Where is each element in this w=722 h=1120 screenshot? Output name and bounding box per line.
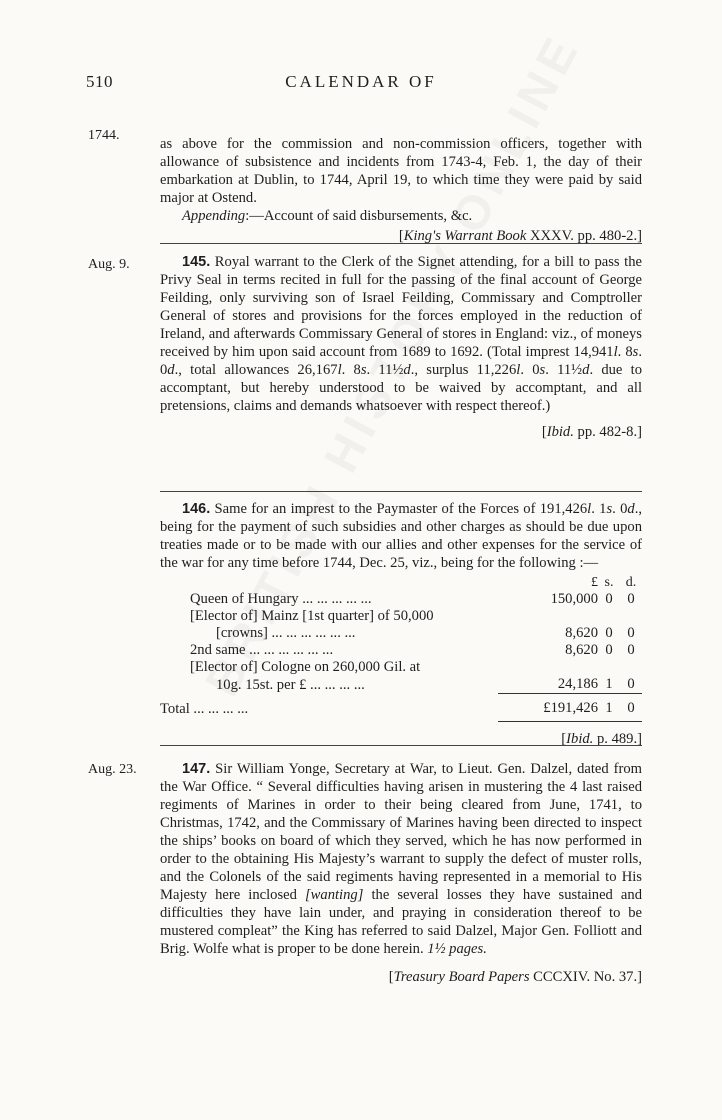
source-citation: [Ibid. p. 489.] [561,731,642,747]
account-s [598,608,620,625]
text-run: ., surplus 11,226 [410,362,517,378]
account-amount: 8,620 [565,642,598,658]
unit-d: d [167,362,175,378]
col-d: d. [625,575,637,590]
unit-s: s [606,501,613,517]
account-label: Queen of Hungary ... ... ... ... ... [190,591,372,607]
account-d [620,608,642,625]
text-run: Sir William Yonge, Secretary at War, to Lieut. Gen. Dalzel, dated from the War Office. “ Several difficulties having arisen in mustering the 4 last raised regiments of Marines in order to their being cleared from June, 1741, to Christmas, 1742, and the Commissary of Marines having been directed to inspect the ships’ books on board of which they served, which he has now performed in order to the obtaining His Majesty’s warrant to supply the defect of muster rolls, and the Colonels of the said regiments having represented in a memorial to His Majesty here inclosed [160,761,642,903]
source-citation: [Treasury Board Papers CCCXIV. No. 37.] [388,969,642,985]
account-d [620,659,642,676]
account-table [160,574,642,722]
source-rest: CCCXIV. No. 37. [529,969,638,985]
text-run: . 0 [160,344,643,378]
entry-continuation [160,135,642,245]
account-s [598,659,620,676]
account-s: 1 [605,676,613,692]
total-label: Total ... ... ... ... [160,700,249,717]
unit-d: d [582,362,590,378]
entry-147 [160,760,642,986]
account-row [160,608,642,625]
entry-145-text [160,253,642,415]
divider-rule [160,243,642,244]
text-run: . 11½ [545,362,583,378]
total-amount: £191,426 [498,694,598,722]
unit-l: l [613,344,618,360]
account-label: 2nd same ... ... ... ... ... ... [190,642,334,658]
account-row [160,625,642,642]
source-title: Ibid. [566,731,594,747]
unit-s: s [632,344,639,360]
text-run: . 0 [520,362,540,378]
text-run: . 1 [591,501,607,517]
entry-number: 146. [182,501,211,517]
total-s: 1 [598,694,620,722]
page-header [0,72,722,102]
appending-label: Appending [182,208,246,224]
account-s: 0 [605,591,613,607]
account-row [160,642,642,659]
account-d: 0 [627,676,635,692]
col-pound: £ [591,575,598,590]
account-row [160,676,642,694]
source-title: King's Warrant Book [403,228,527,244]
source-citation: [Ibid. pp. 482-8.] [541,424,642,440]
account-header-blank [160,574,498,591]
account-label: [Elector of] Mainz [1st quarter] of 50,000 [190,608,434,624]
entry-146 [160,500,642,748]
divider-rule [160,745,642,746]
text-run: Same for an imprest to the Paymaster of the Forces of 191,426 [210,501,588,517]
source-rest: p. 489. [593,731,638,747]
entry-145 [160,253,642,441]
account-label: 10g. 15st. per £ ... ... ... ... [216,676,365,693]
account-s: 0 [605,642,613,658]
account-amount: 8,620 [565,625,598,641]
text-run: . due to accomptant, but hereby understood to be waived by accomptant, and all pretensions, claims and demands whatsoever with respect thereof.) [160,362,643,414]
pages-note: 1½ pages. [427,941,487,957]
text-run: Royal warrant to the Clerk of the Signet attending, for a bill to pass the Privy Seal in terms recited in full for the passing of the final account of George Feilding, only surviving son of Israel Feilding, Commissary and Comptroller General of stores and provisions for the forces employed in the reduction of Ireland, and afterwards Commissary General of stores in England: viz., of moneys received by him upon said account from 1689 to 1692. (Total imprest 14,941 [160,254,642,360]
running-title: CALENDAR OF [285,72,437,91]
unit-d: d [627,501,635,517]
margin-date-1744: 1744. [88,128,120,143]
account-d: 0 [627,625,635,641]
entry-147-text [160,760,642,958]
col-s: s. [604,575,614,590]
account-label: [Elector of] Cologne on 260,000 Gil. at [190,659,421,675]
unit-s: s [360,362,367,378]
account-total-row [160,694,642,722]
unit-d: d [403,362,411,378]
source-title: Ibid. [546,424,574,440]
account-amount: 150,000 [550,591,598,607]
wanting-note: [wanting] [305,887,364,903]
unit-l: l [516,362,521,378]
account-d: 0 [627,591,635,607]
source-title: Treasury Board Papers [393,969,530,985]
account-amount: 24,186 [557,676,598,692]
divider-rule [160,491,642,492]
source-rest: pp. 482-8. [573,424,638,440]
text-run: . 8 [341,362,361,378]
entry-text: as above for the commission and non-commission officers, together with allowance of subsistence and incidents from 1743-4, Feb. 1, the day of their embarkation at Dublin, to 1744, April 19, to which time they were paid by said major at Ostend. [160,136,642,206]
text-run: ., total allowances 26,167 [174,362,338,378]
account-label: [crowns] ... ... ... ... ... ... [216,625,356,641]
margin-date-aug-9: Aug. 9. [88,257,130,272]
entry-146-text [160,500,642,572]
unit-s: s [539,362,546,378]
account-s: 0 [605,625,613,641]
account-d: 0 [627,642,635,658]
appending-text: :—Account of said disbursements, &c. [245,208,473,224]
text-run: . 8 [617,344,633,360]
page-number: 510 [86,72,113,91]
entry-number: 147. [182,761,211,777]
margin-date-aug-23: Aug. 23. [88,762,137,777]
unit-l: l [587,501,592,517]
text-run: the several losses they have sustained and difficulties they have lain under, and praying in consideration thereof to be mustered compleat” the King has referred to said Dalzel, Major Gen. Folliott and Brig. Wolfe what is proper to be done herein. [160,887,642,957]
appending-line [160,207,642,225]
account-row [160,659,642,676]
entry-number: 145. [182,254,211,270]
unit-l: l [337,362,342,378]
account-amount [498,608,598,625]
source-citation: [King's Warrant Book XXXV. pp. 480-2.] [398,228,642,244]
text-run: . 11½ [366,362,404,378]
text-run: ., being for the payment of such subsidies and other charges as should be due upon treaties made or to be made with our allies and other expenses for the service of the war for any time before 1744, Dec. 25, viz., being for the following :— [160,501,643,571]
account-header-row [160,574,642,591]
source-rest: XXXV. pp. 480-2. [526,228,638,244]
total-d: 0 [620,694,642,722]
text-run: . 0 [612,501,628,517]
account-amount [498,659,598,676]
account-row [160,591,642,608]
